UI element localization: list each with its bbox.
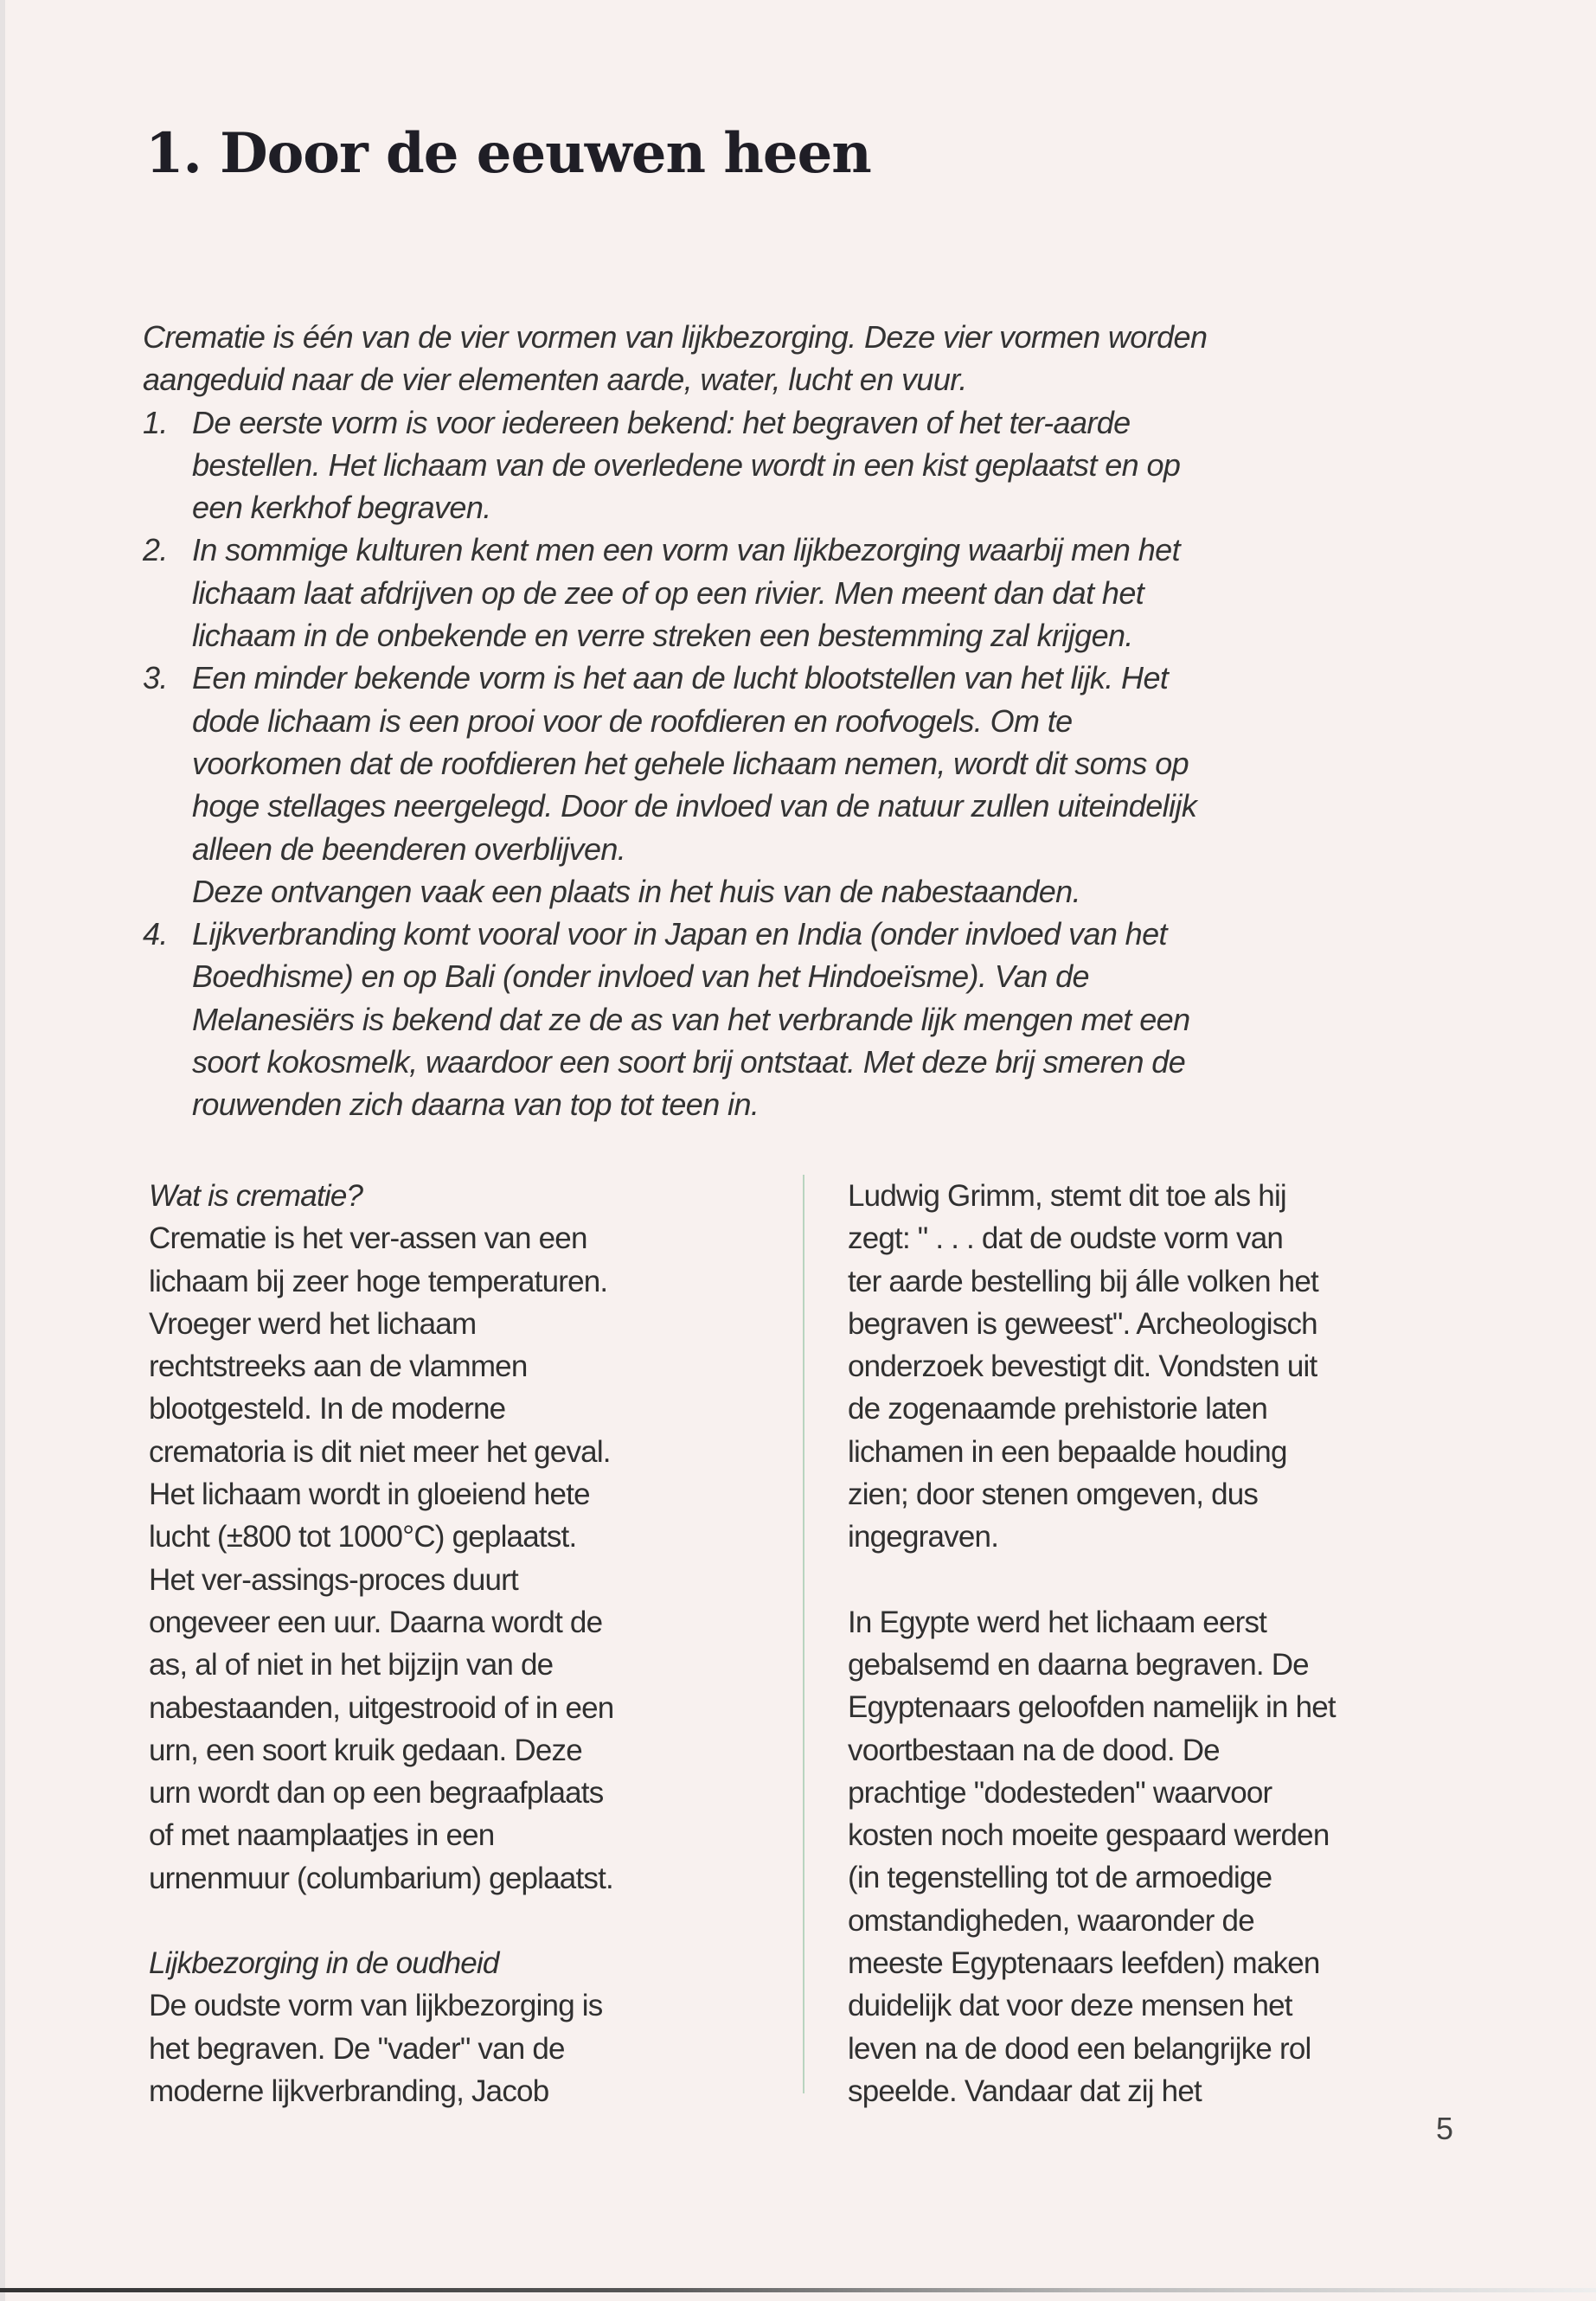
text-line: as, al of niet in het bijzijn van de	[149, 1648, 554, 1682]
list-item	[143, 657, 1207, 699]
text-line: zegt: " . . . dat de oudste vorm van	[848, 1221, 1284, 1256]
page-number: 5	[1436, 2111, 1454, 2146]
text-line: crematoria is dit niet meer het geval.	[149, 1434, 611, 1469]
page-edge	[0, 0, 5, 2301]
list-item-line: bestellen. Het lichaam van de overledene wordt in een kist geplaatst en op	[192, 446, 1181, 483]
list-number: 4.	[143, 916, 168, 952]
text-line: Het ver-assings-proces duurt	[149, 1562, 518, 1597]
text-line: meeste Egyptenaars leefden) maken	[848, 1946, 1320, 1981]
list-number: 2.	[143, 532, 168, 568]
list-item	[143, 913, 1207, 955]
list-number: 1.	[143, 404, 168, 440]
text-line: nabestaanden, uitgestrooid of in een	[149, 1690, 614, 1725]
text-line: prachtige "dodesteden" waarvoor	[848, 1775, 1272, 1810]
intro-section	[143, 316, 1207, 1126]
list-item-line: alleen de beenderen overblijven.	[192, 830, 626, 867]
list-item-line: lichaam in de onbekende en verre streken een bestemming zal krijgen.	[192, 618, 1133, 654]
spacer	[848, 1559, 1336, 1601]
text-line: het begraven. De "vader" van de	[149, 2031, 565, 2066]
text-line: In Egypte werd het lichaam eerst	[848, 1605, 1267, 1639]
bottom-edge	[0, 2288, 1596, 2292]
text-line: ingegraven.	[848, 1520, 999, 1554]
list-item-line: soort kokosmelk, waardoor een soort brij ontstaat. Met deze brij smeren de	[192, 1044, 1186, 1080]
left-column	[149, 1175, 613, 2112]
text-line: blootgesteld. In de moderne	[149, 1392, 506, 1426]
text-line: Ludwig Grimm, stemt dit toe als hij	[848, 1179, 1286, 1213]
list-item-line: Melanesiërs is bekend dat ze de as van het verbrande lijk mengen met een	[192, 1001, 1190, 1037]
text-line: kosten noch moeite gespaard werden	[848, 1818, 1330, 1853]
list-item-line: hoge stellages neergelegd. Door de invloed van de natuur zullen uiteindelijk	[192, 788, 1197, 824]
list-item-line: een kerkhof begraven.	[192, 490, 491, 526]
text-line: urn wordt dan op een begraafplaats	[149, 1776, 604, 1811]
list-item-line: voorkomen dat de roofdieren het gehele lichaam nemen, wordt dit soms op	[192, 745, 1189, 781]
list-item-line: Lijkverbranding komt vooral voor in Japan en India (onder invloed van het	[192, 916, 1167, 952]
list-item-line: In sommige kulturen kent men een vorm van lijkbezorging waarbij men het	[192, 532, 1180, 568]
list-item-line: Boedhisme) en op Bali (onder invloed van het Hindoeïsme). Van de	[192, 958, 1089, 995]
intro-line: Crematie is één van de vier vormen van lijkbezorging. Deze vier vormen worden	[143, 319, 1208, 355]
text-line: de zogenaamde prehistorie laten	[848, 1392, 1267, 1426]
text-line: omstandigheden, waaronder de	[848, 1903, 1254, 1938]
column-divider	[803, 1175, 804, 2093]
list-item	[143, 529, 1207, 571]
text-line: gebalsemd en daarna begraven. De	[848, 1647, 1309, 1682]
text-line: begraven is geweest". Archeologisch	[848, 1306, 1317, 1341]
right-column	[848, 1175, 1336, 2112]
text-line: speelde. Vandaar dat zij het	[848, 2073, 1202, 2108]
text-line: urnenmuur (columbarium) geplaatst.	[149, 1861, 613, 1895]
text-line: rechtstreeks aan de vlammen	[149, 1349, 528, 1384]
list-item-line: rouwenden zich daarna van top tot teen in.	[192, 1086, 760, 1123]
text-line: leven na de dood een belangrijke rol	[848, 2031, 1311, 2066]
list-number: 3.	[143, 660, 168, 696]
text-line: (in tegenstelling tot de armoedige	[848, 1861, 1272, 1895]
text-line: Egyptenaars geloofden namelijk in het	[848, 1690, 1336, 1725]
text-line: Vroeger werd het lichaam	[149, 1306, 477, 1341]
text-line: lucht (±800 tot 1000°C) geplaatst.	[149, 1520, 577, 1554]
text-line: Het lichaam wordt in gloeiend hete	[149, 1477, 590, 1512]
section-heading: Lijkbezorging in de oudheid	[149, 1946, 499, 1981]
text-line: De oudste vorm van lijkbezorging is	[149, 1989, 603, 2023]
text-line: voortbestaan na de dood. De	[848, 1733, 1220, 1767]
intro-line: aangeduid naar de vier elementen aarde, water, lucht en vuur.	[143, 362, 967, 398]
text-line: Crematie is het ver-assen van een	[149, 1221, 587, 1256]
text-line: duidelijk dat voor deze mensen het	[848, 1989, 1292, 2023]
text-line: ongeveer een uur. Daarna wordt de	[149, 1605, 603, 1639]
text-line: moderne lijkverbranding, Jacob	[149, 2073, 549, 2108]
list-item	[143, 401, 1207, 444]
text-line: lichamen in een bepaalde houding	[848, 1434, 1287, 1469]
text-line: of met naamplaatjes in een	[149, 1818, 495, 1853]
list-item-line: lichaam laat afdrijven op de zee of op een rivier. Men meent dan dat het	[192, 574, 1144, 611]
list-item-line: Deze ontvangen vaak een plaats in het huis van de nabestaanden.	[192, 873, 1080, 909]
list-item-line: De eerste vorm is voor iedereen bekend: het begraven of het ter-aarde	[192, 404, 1131, 440]
section-heading: Wat is crematie?	[149, 1179, 363, 1213]
chapter-title: 1. Door de eeuwen heen	[145, 121, 871, 186]
text-line: urn, een soort kruik gedaan. Deze	[149, 1733, 582, 1767]
text-line: lichaam bij zeer hoge temperaturen.	[149, 1264, 608, 1298]
text-line: ter aarde bestelling bij álle volken het	[848, 1264, 1318, 1298]
list-item-line: dode lichaam is een prooi voor de roofdieren en roofvogels. Om te	[192, 702, 1073, 739]
text-line: onderzoek bevestigt dit. Vondsten uit	[848, 1349, 1317, 1384]
spacer	[149, 1900, 613, 1942]
list-item-line: Een minder bekende vorm is het aan de lucht blootstellen van het lijk. Het	[192, 660, 1169, 696]
text-line: zien; door stenen omgeven, dus	[848, 1477, 1259, 1512]
